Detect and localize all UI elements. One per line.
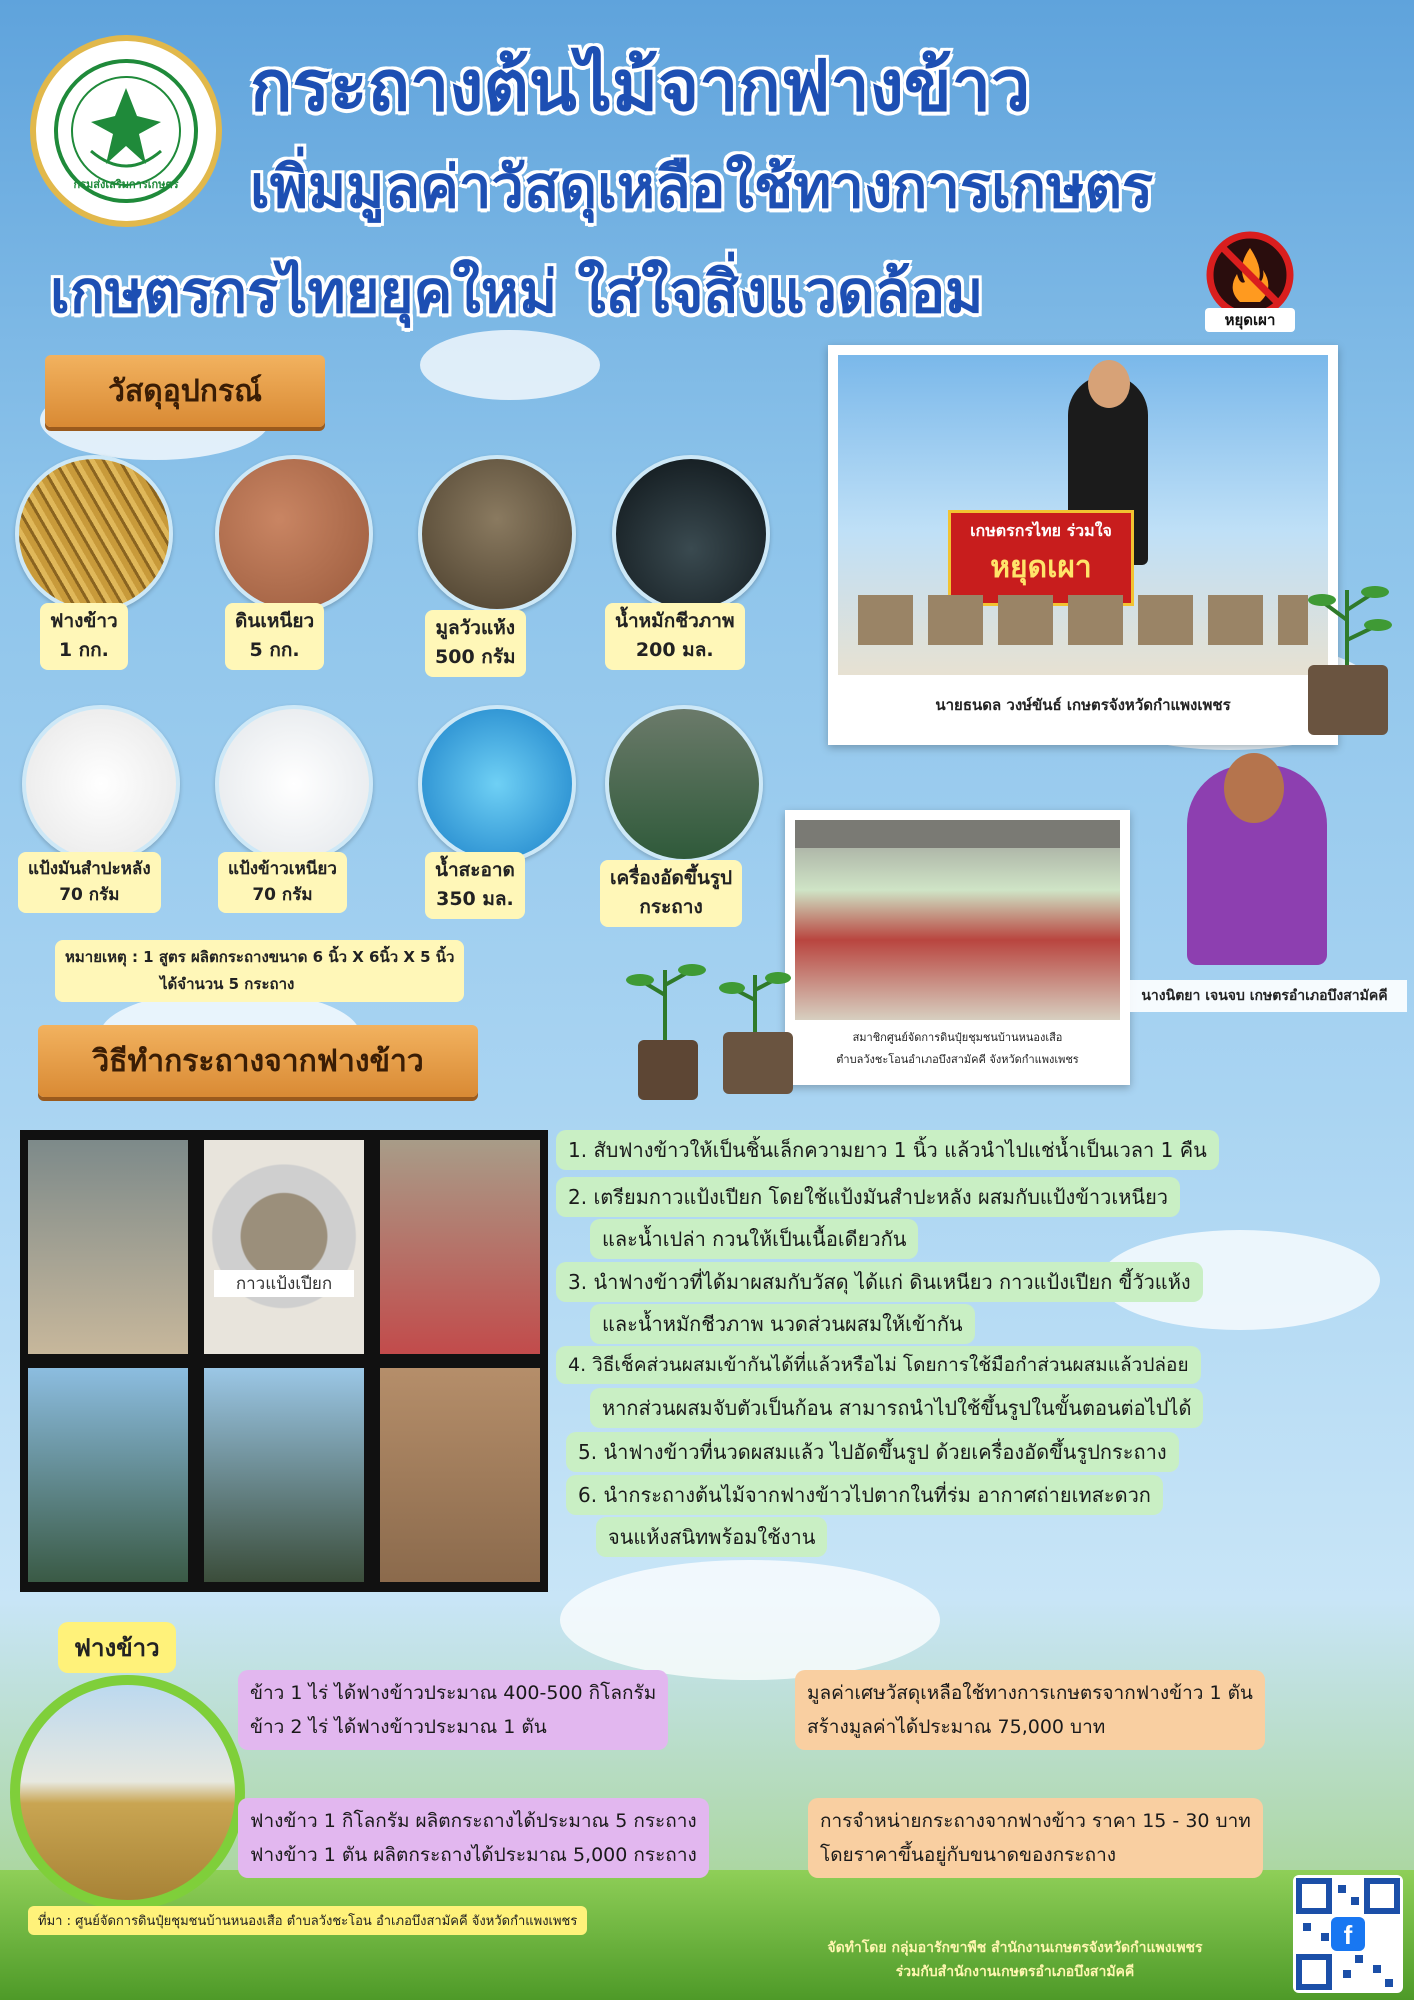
photo-woman (1122, 745, 1407, 1015)
materials-heading: วัสดุอุปกรณ์ (45, 355, 325, 427)
pots-line-1: ฟางข้าว 1 กิโลกรัม ผลิตกระถางได้ประมาณ 5 กระถาง (250, 1810, 697, 1832)
no-fire-icon (1205, 230, 1295, 320)
caption-official: นายธนดล วงษ์ขันธ์ เกษตรจังหวัดกำแพงเพชร (935, 696, 1231, 714)
plant-pot-icon (1300, 570, 1395, 740)
material-qty: 200 มล. (635, 639, 714, 662)
material-qty: 350 มล. (436, 888, 514, 911)
pot-label: กาวแป้งเปียก (214, 1270, 354, 1297)
method-step: 5. นำฟางข้าวที่นวดผสมแล้ว ไปอัดขึ้นรูป ด้วยเครื่องอัดขึ้นรูปกระถาง (566, 1432, 1179, 1472)
caption-woman: นางนิตยา เจนจบ เกษตรอำเภอบึงสามัคคี (1122, 980, 1407, 1012)
material-label (425, 610, 526, 677)
caption-group-2: ตำบลวังชะโอนอำเภอบึงสามัคคี จังหวัดกำแพงเพชร (836, 1053, 1079, 1066)
value-line-2: สร้างมูลค่าได้ประมาณ 75,000 บาท (807, 1716, 1106, 1739)
title-line-3: เกษตรกรไทยยุคใหม่ ใส่ใจสิ่งแวดล้อม (50, 258, 984, 326)
method-step: และน้ำเปล่า กวนให้เป็นเนื้อเดียวกัน (590, 1219, 918, 1259)
title-line-1: กระถางต้นไม้จากฟางข้าว (250, 45, 1031, 127)
caption-group-1: สมาชิกศูนย์จัดการดินปุ๋ยชุมชนบ้านหนองเสือ (852, 1031, 1063, 1044)
department-seal (30, 35, 222, 227)
material-name: เครื่องอัดขึ้นรูป (610, 867, 733, 889)
method-step: 6. นำกระถางต้นไม้จากฟางข้าวไปตากในที่ร่ม อากาศถ่ายเทสะดวก (566, 1475, 1163, 1515)
price-line-1: การจำหน่ายกระถางจากฟางข้าว ราคา 15 - 30 บาท (820, 1810, 1251, 1832)
background-cloud (560, 1560, 940, 1680)
facebook-letter: f (1343, 1920, 1353, 1950)
material-name: น้ำสะอาด (435, 859, 515, 881)
material-name: ดินเหนียว (235, 610, 315, 632)
straw-field-photo (10, 1675, 245, 1910)
note-line-1: หมายเหตุ : 1 สูตร ผลิตกระถางขนาด 6 นิ้ว X 6นิ้ว X 5 นิ้ว (65, 948, 455, 966)
material-photo-bio-fertilizer (612, 455, 770, 613)
method-heading: วิธีทำกระถางจากฟางข้าว (38, 1025, 478, 1097)
material-qty: 70 กรัม (59, 885, 120, 906)
yield-line-1: ข้าว 1 ไร่ ได้ฟางข้าวประมาณ 400-500 กิโลกรัม (250, 1682, 657, 1704)
seedling-pots-icon (620, 940, 800, 1110)
material-name: แป้งข้าวเหนียว (228, 859, 337, 879)
material-qty: 70 กรัม (252, 885, 313, 906)
material-photo-rice-flour (215, 705, 373, 863)
value-line-1: มูลค่าเศษวัสดุเหลือใช้ทางการเกษตรจากฟางข้าว 1 ตัน (807, 1682, 1253, 1704)
banner-line-1: เกษตรกรไทย ร่วมใจ (970, 521, 1112, 540)
photo-group-image (795, 820, 1120, 1020)
credit (745, 1937, 1285, 1985)
method-step: หากส่วนผสมจับตัวเป็นก้อน สามารถนำไปใช้ขึ้นรูปในขั้นตอนต่อไปได้ (590, 1388, 1203, 1428)
material-photo-clay (215, 455, 373, 613)
material-label (40, 603, 128, 670)
pavilion-roof (795, 820, 1120, 848)
banner-line-2: หยุดเผา (990, 550, 1092, 585)
material-name: น้ำหมักชีวภาพ (615, 610, 735, 632)
method-step: 4. วิธีเช็คส่วนผสมเข้ากันได้ที่แล้วหรือไม่ โดยการใช้มือกำส่วนผสมแล้วปล่อย (556, 1346, 1201, 1384)
yield-line-2: ข้าว 2 ไร่ ได้ฟางข้าวประมาณ 1 ตัน (250, 1716, 547, 1739)
stop-burn-text: หยุดเผา (1205, 308, 1295, 332)
method-step: จนแห้งสนิทพร้อมใช้งาน (596, 1517, 827, 1557)
material-label (600, 860, 742, 927)
method-step: 3. นำฟางข้าวที่ได้มาผสมกับวัสดุ ได้แก่ ดินเหนียว กาวแป้งเปียก ขี้วัวแห้ง (556, 1262, 1203, 1302)
material-label (605, 603, 745, 670)
material-photo-water (418, 705, 576, 863)
photo-group (785, 810, 1130, 1085)
material-qty: 5 กก. (249, 639, 300, 662)
material-qty: 500 กรัม (435, 646, 516, 669)
straw-yield-box (238, 1670, 668, 1750)
material-label (225, 603, 324, 670)
materials-note (55, 940, 464, 1002)
straw-value-box (795, 1670, 1265, 1750)
pot-row (858, 595, 1308, 645)
note-line-2: ได้จำนวน 5 กระถาง (160, 975, 295, 993)
process-photo (204, 1368, 364, 1582)
method-step: และน้ำหมักชีวภาพ นวดส่วนผสมให้เข้ากัน (590, 1304, 975, 1344)
material-name: ฟางข้าว (50, 610, 118, 632)
process-photo (204, 1140, 364, 1354)
seal-text: กรมส่งเสริมการเกษตร (73, 178, 179, 191)
material-photo-press-machine (605, 705, 763, 863)
qr-code[interactable] (1293, 1875, 1403, 1993)
material-name: มูลวัวแห้ง (435, 617, 516, 639)
material-label (218, 852, 347, 913)
price-line-2: โดยราคาขึ้นอยู่กับขนาดของกระถาง (820, 1844, 1117, 1867)
material-label (18, 852, 161, 913)
material-qty: กระถาง (639, 896, 703, 919)
material-photo-tapioca-flour (22, 705, 180, 863)
stop-burn-badge (1205, 230, 1295, 335)
photo-official (828, 345, 1338, 745)
material-photo-dung (418, 455, 576, 613)
straw-heading: ฟางข้าว (58, 1622, 176, 1673)
material-name: แป้งมันสำปะหลัง (28, 859, 151, 879)
material-photo-straw (15, 455, 173, 613)
process-photo-grid (20, 1130, 548, 1592)
person-head (1088, 360, 1130, 408)
process-photo (380, 1368, 540, 1582)
facebook-icon (1331, 1917, 1365, 1951)
woman-head (1224, 753, 1284, 823)
process-photo (28, 1140, 188, 1354)
material-label (425, 852, 525, 919)
method-step: 2. เตรียมกาวแป้งเปียก โดยใช้แป้งมันสำปะหลัง ผสมกับแป้งข้าวเหนียว (556, 1177, 1180, 1217)
material-qty: 1 กก. (58, 639, 109, 662)
background-cloud (420, 330, 600, 400)
process-photo (28, 1368, 188, 1582)
photo-official-image (838, 355, 1328, 675)
straw-price-box (808, 1798, 1263, 1878)
campaign-banner (948, 510, 1134, 606)
credit-line-2: ร่วมกับสำนักงานเกษตรอำเภอบึงสามัคคี (895, 1963, 1135, 1980)
credit-line-1: จัดทำโดย กลุ่มอารักขาพืช สำนักงานเกษตรจังหวัดกำแพงเพชร (827, 1940, 1203, 1956)
source-note: ที่มา : ศูนย์จัดการดินปุ๋ยชุมชนบ้านหนองเสือ ตำบลวังชะโอน อำเภอบึงสามัคคี จังหวัดกำแพงเพชร (28, 1906, 587, 1935)
straw-pots-box (238, 1798, 709, 1878)
method-step: 1. สับฟางข้าวให้เป็นชิ้นเล็กความยาว 1 นิ้ว แล้วนำไปแช่น้ำเป็นเวลา 1 คืน (556, 1130, 1219, 1170)
pots-line-2: ฟางข้าว 1 ตัน ผลิตกระถางได้ประมาณ 5,000 กระถาง (250, 1844, 697, 1867)
process-photo (380, 1140, 540, 1354)
title-line-2: เพิ่มมูลค่าวัสดุเหลือใช้ทางการเกษตร (250, 153, 1154, 221)
